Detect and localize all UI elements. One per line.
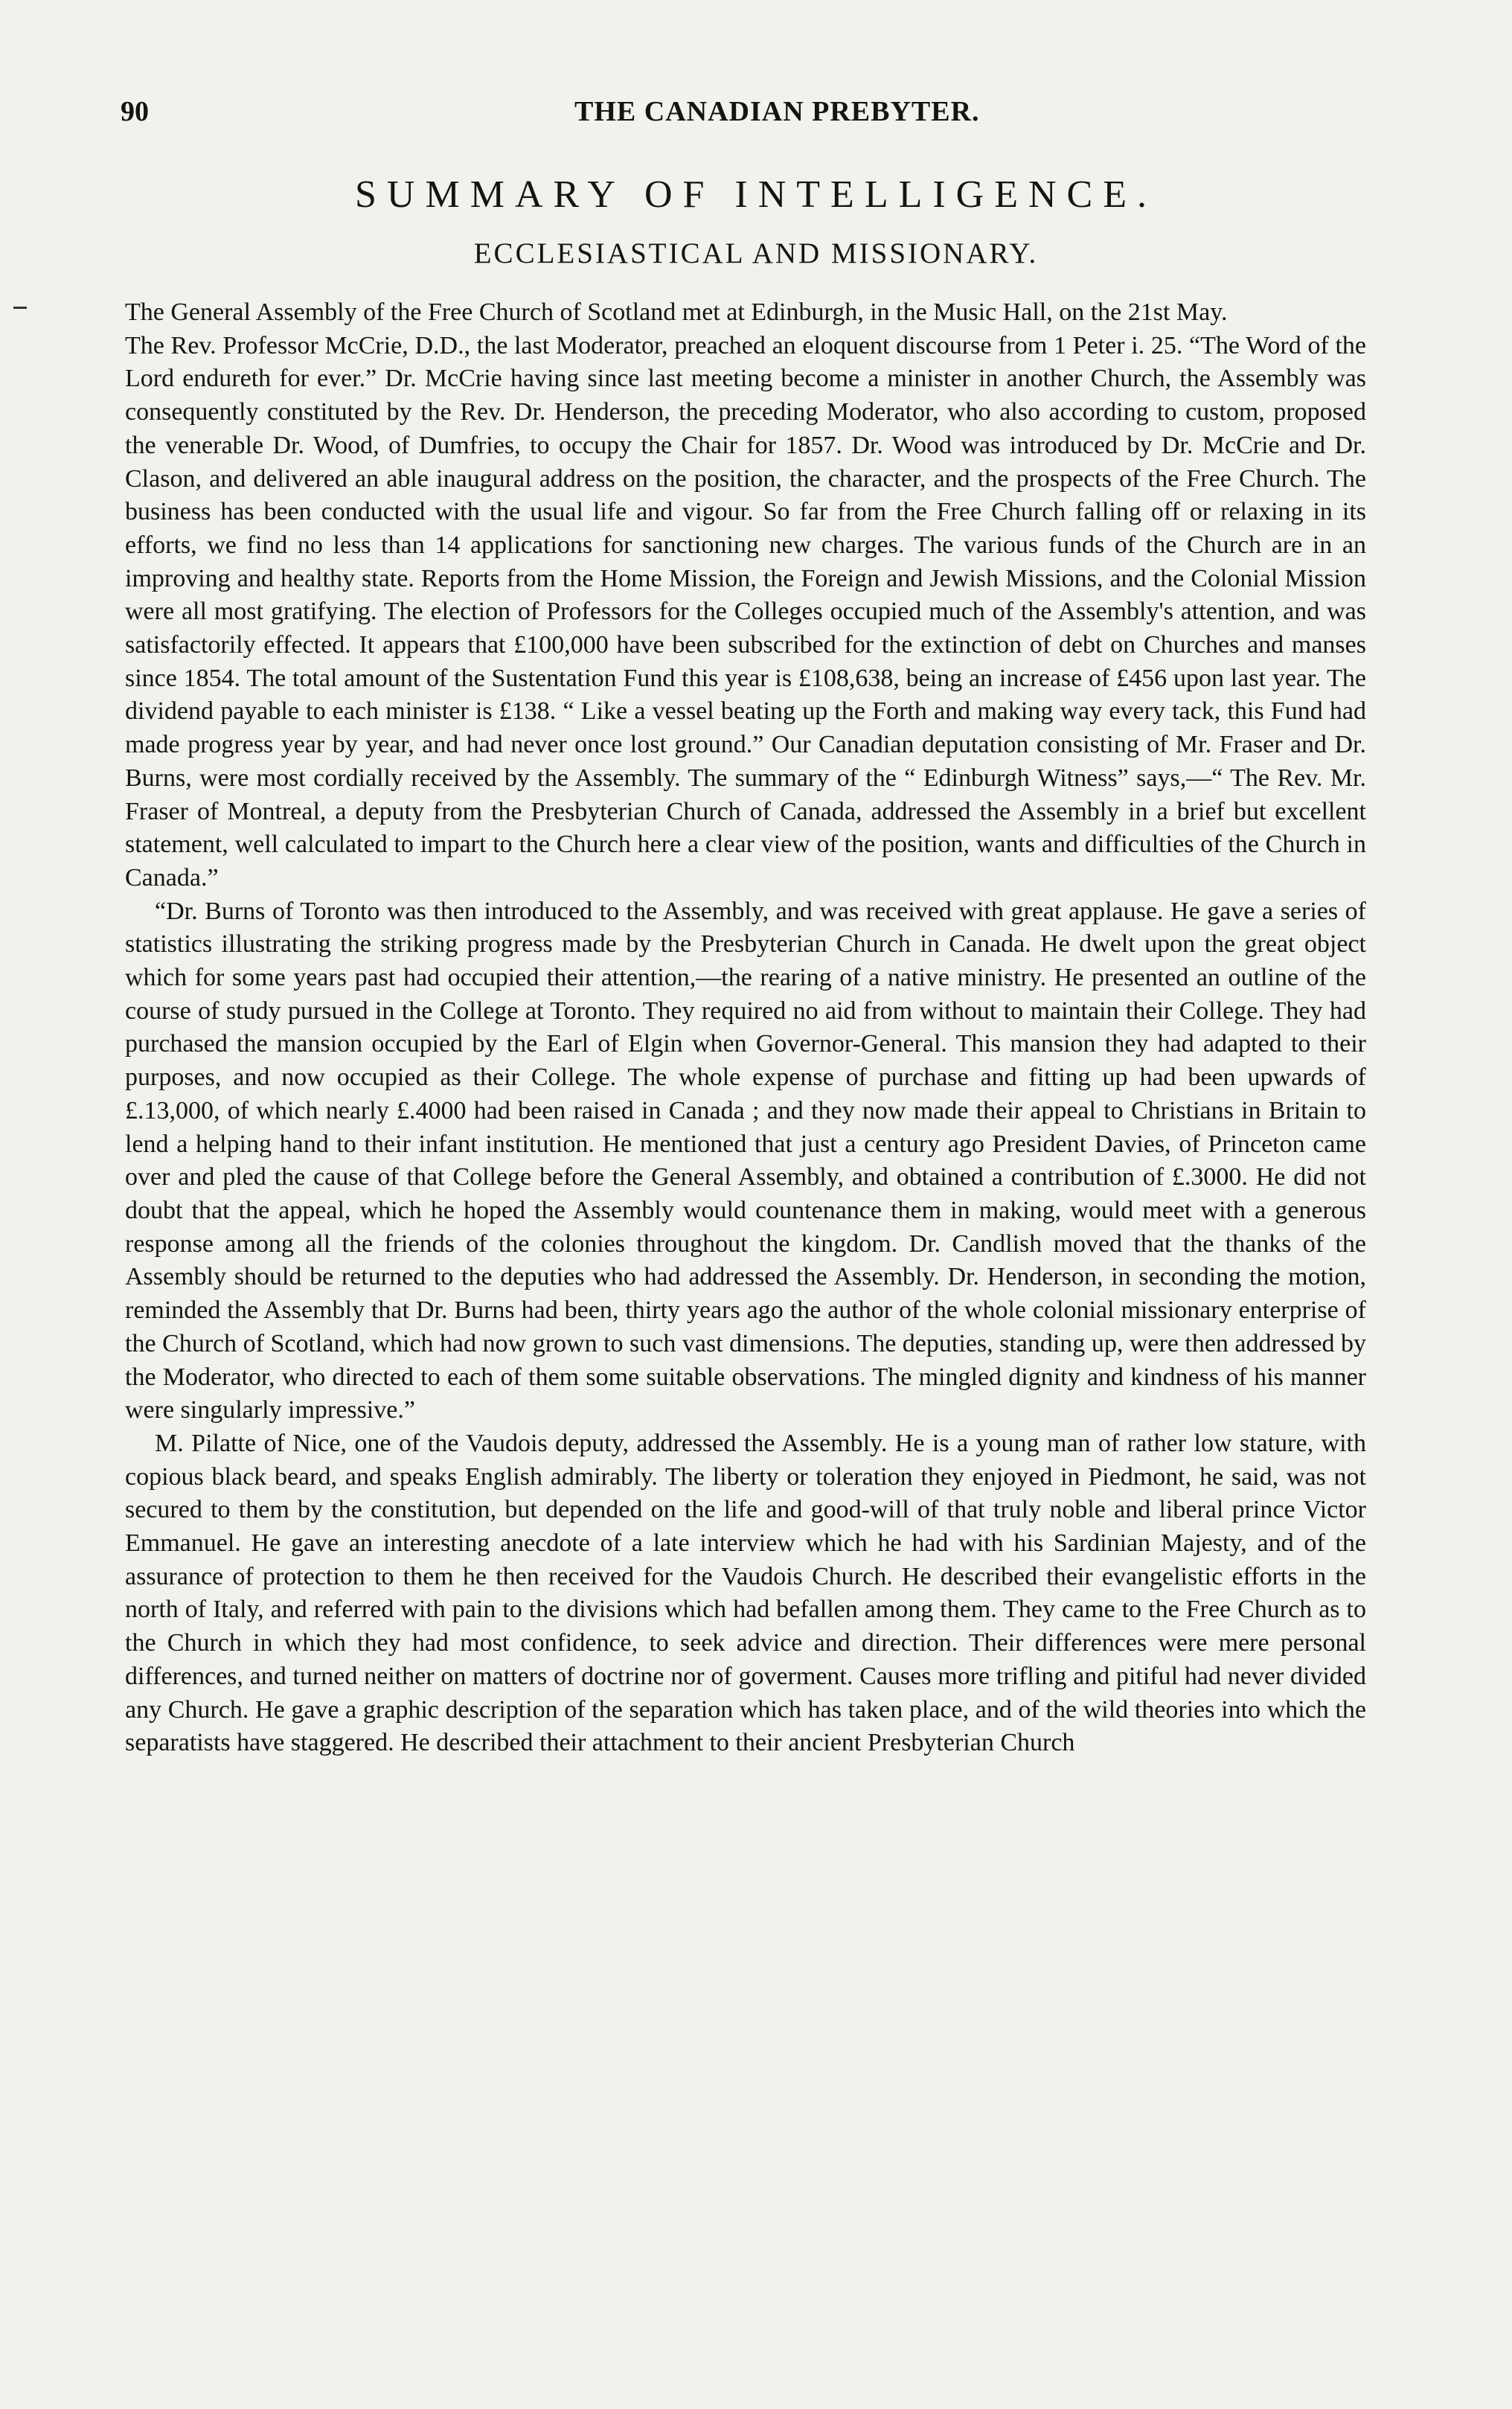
paragraph-dr-burns: “Dr. Burns of Toronto was then introduced to the Assembly, and was received with great applause. He gave a series of statistics illustrating the striking progress made by the Presbyterian Church in Canada. He dwelt upon the great object which for some years past had occupied their attention,—the rearing of a native ministry. He presented an outline of the course of study pursued in the College at Toronto. They required no aid from without to maintain their College. They had purchased the mansion occupied by the Earl of Elgin when Governor-General. This mansion they had adapted to their purposes, and now occupied as their College. The whole expense of purchase and fitting up had been upwards of £.13,000, of which nearly £.4000 had been raised in Canada ; and they now made their appeal to Christians in Britain to lend a helping hand to their infant institution. He mentioned that just a century ago President Davies, of Princeton came over and pled the cause of that College before the General Assembly, and obtained a contribution of £.3000. He did not doubt that the appeal, which he hoped the Assembly would countenance them in making, would meet with a generous response among all the friends of the colonies throughout the kingdom. Dr. Candlish moved that the thanks of the Assembly should be returned to the deputies who had addressed the Assembly. Dr. Henderson, in seconding the motion, reminded the Assembly that Dr. Burns had been, thirty years ago the author of the whole colonial missionary enterprise of the Church of Scotland, which had now grown to such vast dimensions. The deputies, standing up, were then addressed by the Moderator, who directed to each of them some suitable observations. The mingled dignity and kindness of his manner were singularly impressive.” xyxy=(125,897,1366,1424)
paragraph-proceedings: The Rev. Professor McCrie, D.D., the last Moderator, preached an eloquent discourse from 1 Peter i. 25. “The Word of the Lord endureth for ever.” Dr. McCrie having since last meeting become a minister in another Church, the Assembly was consequently constituted by the Rev. Dr. Henderson, the preceding Moderator, who also according to custom, proposed the venerable Dr. Wood, of Dumfries, to occupy the Chair for 1857. Dr. Wood was introduced by Dr. McCrie and Dr. Clason, and delivered an able inaugural address on the position, the character, and the prospects of the Free Church. The business has been conducted with the usual life and vigour. So far from the Free Church falling off or relaxing in its efforts, we find no less than 14 applications for sanctioning new charges. The various funds of the Church are in an improving and healthy state. Reports from the Home Mission, the Foreign and Jewish Missions, and the Colonial Mission were all most gratifying. The election of Professors for the Colleges occupied much of the Assembly's attention, and was satisfactorily effected. It appears that £100,000 have been subscribed for the extinction of debt on Churches and manses since 1854. The total amount of the Sustentation Fund this year is £108,638, being an increase of £456 upon last year. The dividend payable to each minister is £138. “ Like a vessel beating up the Forth and making way every tack, this Fund had made progress year by year, and had never once lost ground.” Our Canadian deputation consisting of Mr. Fraser and Dr. Burns, were most cordially received by the Assembly. The summary of the “ Edinburgh Witness” says,—“ The Rev. Mr. Fraser of Montreal, a deputy from the Presbyterian Church of Canada, addressed the Assembly in a brief but excellent statement, well calculated to impart to the Church here a clear view of the position, wants and difficulties of the Church in Canada.” xyxy=(125,331,1366,892)
running-header xyxy=(121,95,1371,140)
article-body xyxy=(125,296,1366,1760)
section-subheading: ECCLESIASTICAL AND MISSIONARY. xyxy=(473,237,1039,269)
paragraph-assembly-met: The General Assembly of the Free Church of Scotland met at Edinburgh, in the Music Hall, on the 21st May. xyxy=(125,298,1228,326)
page-number: 90 xyxy=(121,96,149,127)
paragraph-pilatte: M. Pilatte of Nice, one of the Vaudois deputy, addressed the Assembly. He is a young man of rather low stature, with copious black beard, and speaks English admirably. The liberty or toleration they enjoyed in Piedmont, he said, was not secured to them by the constitution, but depended on the life and good-will of that truly noble and liberal prince Victor Emmanuel. He gave an interesting anecdote of a late interview which he had with his Sardinian Majesty, and of the assurance of protection to them he then received for the Vaudois Church. He described their evangelistic efforts in the north of Italy, and referred with pain to the divisions which had befallen among them. They came to the Free Church as to the Church in which they had most confidence, to seek advice and direction. Their differences were mere personal differences, and turned neither on matters of doctrine nor of goverment. Causes more trifling and pitiful had never divided any Church. He gave a graphic description of the separation which has taken place, and of the wild theories into which the separatists have staggered. He described their attachment to their ancient Presbyterian Church xyxy=(125,1429,1366,1757)
running-title: THE CANADIAN PREBYTER. xyxy=(574,96,980,127)
margin-dash xyxy=(13,307,27,309)
section-heading: SUMMARY OF INTELLIGENCE. xyxy=(355,173,1157,216)
